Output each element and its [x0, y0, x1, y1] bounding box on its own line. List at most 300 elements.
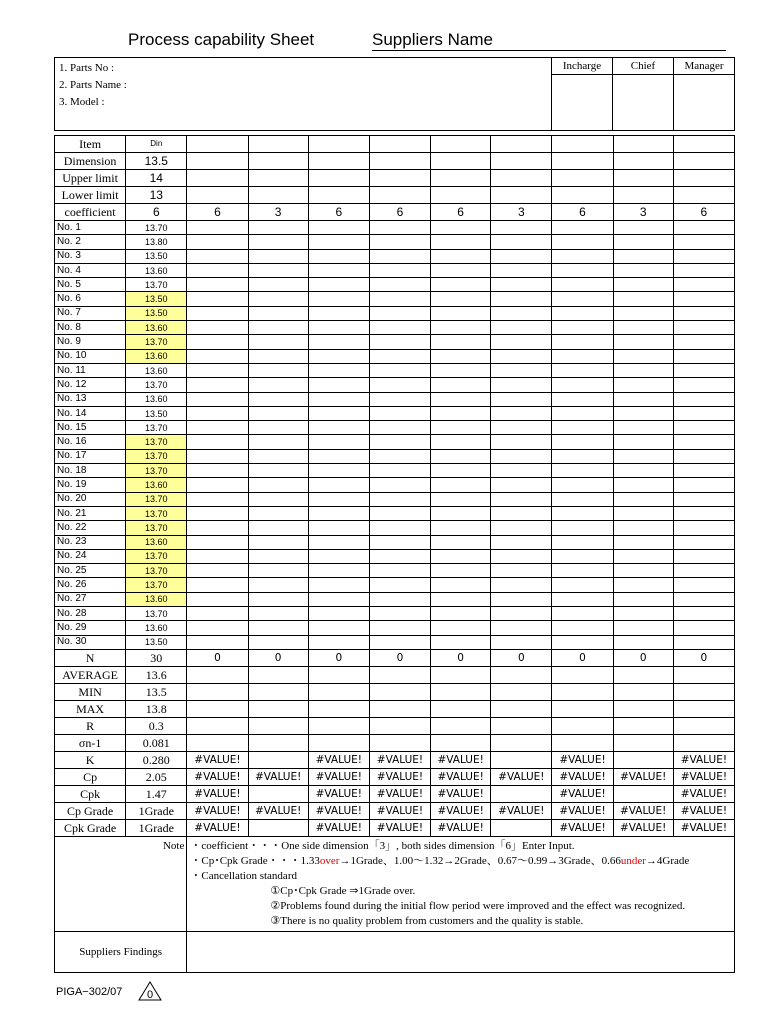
sample-cell[interactable] — [552, 292, 613, 306]
sample-cell[interactable] — [369, 221, 430, 235]
sample-value[interactable]: 13.60 — [126, 321, 187, 335]
sample-cell[interactable] — [431, 492, 491, 506]
cell[interactable] — [369, 170, 430, 187]
sample-value[interactable]: 13.80 — [126, 235, 187, 249]
cell[interactable] — [369, 153, 430, 170]
sample-cell[interactable] — [248, 578, 308, 592]
stat-cell[interactable] — [369, 666, 430, 683]
stat-cell[interactable]: #VALUE! — [369, 819, 430, 836]
sample-value[interactable]: 13.70 — [126, 449, 187, 463]
sample-cell[interactable] — [613, 321, 673, 335]
stat-value[interactable]: 1Grade — [126, 802, 187, 819]
sample-cell[interactable] — [248, 378, 308, 392]
sample-cell[interactable] — [369, 235, 430, 249]
sample-cell[interactable] — [552, 392, 613, 406]
sample-cell[interactable] — [491, 592, 552, 606]
stat-cell[interactable] — [491, 785, 552, 802]
stat-cell[interactable] — [673, 683, 734, 700]
stat-cell[interactable] — [491, 700, 552, 717]
sample-value[interactable]: 13.60 — [126, 263, 187, 277]
sample-value[interactable]: 13.70 — [126, 435, 187, 449]
stat-value[interactable]: 30 — [126, 649, 187, 666]
sample-cell[interactable] — [552, 306, 613, 320]
sample-cell[interactable] — [187, 621, 248, 635]
sample-cell[interactable] — [491, 492, 552, 506]
sample-cell[interactable] — [248, 292, 308, 306]
stat-cell[interactable] — [248, 717, 308, 734]
sample-cell[interactable] — [187, 549, 248, 563]
sample-cell[interactable] — [308, 363, 369, 377]
sample-cell[interactable] — [673, 363, 734, 377]
coefficient-value[interactable]: 6 — [673, 204, 734, 221]
sample-cell[interactable] — [308, 335, 369, 349]
sample-cell[interactable] — [613, 278, 673, 292]
sample-cell[interactable] — [552, 478, 613, 492]
sample-value[interactable]: 13.60 — [126, 478, 187, 492]
sample-cell[interactable] — [673, 607, 734, 621]
sample-cell[interactable] — [552, 321, 613, 335]
sample-cell[interactable] — [613, 349, 673, 363]
sample-cell[interactable] — [308, 235, 369, 249]
coefficient-value[interactable]: 6 — [308, 204, 369, 221]
sample-cell[interactable] — [369, 506, 430, 520]
sample-cell[interactable] — [613, 421, 673, 435]
sample-cell[interactable] — [552, 335, 613, 349]
sample-cell[interactable] — [673, 335, 734, 349]
sample-cell[interactable] — [673, 635, 734, 649]
stat-cell[interactable] — [369, 683, 430, 700]
sample-cell[interactable] — [491, 521, 552, 535]
chief-sign-box[interactable] — [613, 75, 674, 131]
sample-cell[interactable] — [308, 263, 369, 277]
coefficient-value[interactable]: 6 — [369, 204, 430, 221]
sample-cell[interactable] — [308, 449, 369, 463]
sample-cell[interactable] — [673, 263, 734, 277]
sample-cell[interactable] — [491, 621, 552, 635]
stat-value[interactable]: 0.081 — [126, 734, 187, 751]
sample-cell[interactable] — [431, 535, 491, 549]
sample-cell[interactable] — [613, 564, 673, 578]
sample-cell[interactable] — [248, 363, 308, 377]
sample-cell[interactable] — [187, 535, 248, 549]
sample-cell[interactable] — [248, 435, 308, 449]
sample-cell[interactable] — [613, 306, 673, 320]
sample-value[interactable]: 13.70 — [126, 492, 187, 506]
stat-cell[interactable]: #VALUE! — [431, 768, 491, 785]
cell[interactable] — [308, 153, 369, 170]
cell[interactable] — [431, 153, 491, 170]
stat-cell[interactable] — [491, 666, 552, 683]
sample-cell[interactable] — [187, 306, 248, 320]
sample-cell[interactable] — [187, 449, 248, 463]
stat-cell[interactable] — [491, 717, 552, 734]
stat-cell[interactable]: #VALUE! — [552, 768, 613, 785]
stat-value[interactable]: 2.05 — [126, 768, 187, 785]
sample-value[interactable]: 13.50 — [126, 406, 187, 420]
sample-cell[interactable] — [431, 392, 491, 406]
sample-cell[interactable] — [613, 363, 673, 377]
sample-cell[interactable] — [187, 435, 248, 449]
sample-cell[interactable] — [673, 464, 734, 478]
sample-value[interactable]: 13.60 — [126, 363, 187, 377]
cell[interactable] — [308, 187, 369, 204]
sample-cell[interactable] — [187, 492, 248, 506]
sample-cell[interactable] — [369, 549, 430, 563]
stat-cell[interactable]: #VALUE! — [308, 785, 369, 802]
sample-cell[interactable] — [187, 635, 248, 649]
stat-cell[interactable] — [552, 717, 613, 734]
sample-cell[interactable] — [613, 535, 673, 549]
sample-cell[interactable] — [673, 492, 734, 506]
stat-cell[interactable]: #VALUE! — [613, 802, 673, 819]
sample-value[interactable]: 13.50 — [126, 292, 187, 306]
sample-cell[interactable] — [552, 406, 613, 420]
sample-cell[interactable] — [552, 549, 613, 563]
sample-cell[interactable] — [491, 321, 552, 335]
sample-value[interactable]: 13.70 — [126, 564, 187, 578]
sample-cell[interactable] — [431, 592, 491, 606]
sample-cell[interactable] — [673, 392, 734, 406]
stat-cell[interactable]: 0 — [552, 649, 613, 666]
sample-cell[interactable] — [369, 435, 430, 449]
sample-cell[interactable] — [431, 621, 491, 635]
sample-cell[interactable] — [308, 549, 369, 563]
sample-cell[interactable] — [369, 249, 430, 263]
col-header[interactable] — [431, 136, 491, 153]
sample-cell[interactable] — [187, 478, 248, 492]
sample-cell[interactable] — [613, 549, 673, 563]
sample-cell[interactable] — [613, 621, 673, 635]
stat-cell[interactable]: #VALUE! — [673, 751, 734, 768]
sample-cell[interactable] — [248, 635, 308, 649]
sample-cell[interactable] — [673, 406, 734, 420]
col-header[interactable] — [308, 136, 369, 153]
cell[interactable] — [491, 170, 552, 187]
sample-cell[interactable] — [673, 535, 734, 549]
sample-cell[interactable] — [552, 578, 613, 592]
sample-cell[interactable] — [673, 221, 734, 235]
sample-cell[interactable] — [308, 221, 369, 235]
sample-cell[interactable] — [187, 564, 248, 578]
sample-cell[interactable] — [308, 278, 369, 292]
sample-cell[interactable] — [552, 592, 613, 606]
stat-value[interactable]: 0.280 — [126, 751, 187, 768]
stat-cell[interactable]: #VALUE! — [491, 768, 552, 785]
stat-cell[interactable] — [491, 819, 552, 836]
sample-cell[interactable] — [187, 378, 248, 392]
sample-cell[interactable] — [369, 392, 430, 406]
sample-cell[interactable] — [187, 406, 248, 420]
sample-cell[interactable] — [308, 292, 369, 306]
sample-cell[interactable] — [431, 464, 491, 478]
stat-cell[interactable]: #VALUE! — [431, 802, 491, 819]
sample-cell[interactable] — [248, 335, 308, 349]
sample-cell[interactable] — [369, 464, 430, 478]
sample-cell[interactable] — [552, 378, 613, 392]
sample-cell[interactable] — [308, 478, 369, 492]
sample-cell[interactable] — [431, 235, 491, 249]
sample-cell[interactable] — [431, 421, 491, 435]
stat-cell[interactable]: #VALUE! — [308, 819, 369, 836]
sample-cell[interactable] — [613, 292, 673, 306]
sample-cell[interactable] — [187, 221, 248, 235]
sample-cell[interactable] — [248, 492, 308, 506]
sample-cell[interactable] — [431, 378, 491, 392]
stat-cell[interactable] — [552, 734, 613, 751]
sample-cell[interactable] — [613, 578, 673, 592]
sample-cell[interactable] — [673, 449, 734, 463]
sample-cell[interactable] — [431, 635, 491, 649]
sample-cell[interactable] — [248, 349, 308, 363]
sample-cell[interactable] — [673, 578, 734, 592]
sample-cell[interactable] — [673, 249, 734, 263]
sample-cell[interactable] — [552, 421, 613, 435]
sample-value[interactable]: 13.70 — [126, 578, 187, 592]
stat-cell[interactable] — [431, 700, 491, 717]
stat-cell[interactable] — [248, 683, 308, 700]
sample-cell[interactable] — [491, 378, 552, 392]
cell[interactable] — [187, 153, 248, 170]
sample-value[interactable]: 13.50 — [126, 306, 187, 320]
col-header[interactable] — [248, 136, 308, 153]
sample-cell[interactable] — [308, 592, 369, 606]
sample-value[interactable]: 13.60 — [126, 621, 187, 635]
sample-cell[interactable] — [491, 564, 552, 578]
sample-cell[interactable] — [552, 621, 613, 635]
stat-cell[interactable]: #VALUE! — [369, 802, 430, 819]
col-header[interactable] — [187, 136, 248, 153]
sample-cell[interactable] — [187, 363, 248, 377]
stat-cell[interactable] — [552, 666, 613, 683]
sample-cell[interactable] — [491, 635, 552, 649]
sample-cell[interactable] — [248, 221, 308, 235]
incharge-sign-box[interactable] — [552, 75, 613, 131]
sample-cell[interactable] — [369, 607, 430, 621]
sample-cell[interactable] — [673, 564, 734, 578]
sample-cell[interactable] — [369, 263, 430, 277]
sample-cell[interactable] — [248, 263, 308, 277]
stat-cell[interactable]: #VALUE! — [673, 802, 734, 819]
sample-cell[interactable] — [248, 235, 308, 249]
cell[interactable] — [369, 187, 430, 204]
sample-cell[interactable] — [369, 621, 430, 635]
sample-cell[interactable] — [308, 607, 369, 621]
stat-cell[interactable]: #VALUE! — [431, 819, 491, 836]
cell[interactable] — [552, 187, 613, 204]
manager-sign-box[interactable] — [674, 75, 735, 131]
stat-cell[interactable]: 0 — [187, 649, 248, 666]
sample-cell[interactable] — [673, 292, 734, 306]
sample-cell[interactable] — [431, 321, 491, 335]
sample-cell[interactable] — [613, 435, 673, 449]
sample-cell[interactable] — [613, 521, 673, 535]
stat-cell[interactable] — [187, 717, 248, 734]
sample-cell[interactable] — [552, 349, 613, 363]
sample-cell[interactable] — [187, 521, 248, 535]
cell[interactable] — [248, 153, 308, 170]
stat-cell[interactable] — [248, 734, 308, 751]
sample-cell[interactable] — [613, 392, 673, 406]
sample-cell[interactable] — [369, 321, 430, 335]
sample-cell[interactable] — [552, 435, 613, 449]
sample-cell[interactable] — [369, 578, 430, 592]
sample-cell[interactable] — [369, 306, 430, 320]
sample-cell[interactable] — [187, 392, 248, 406]
sample-cell[interactable] — [308, 249, 369, 263]
sample-cell[interactable] — [613, 235, 673, 249]
sample-cell[interactable] — [369, 492, 430, 506]
stat-cell[interactable]: 0 — [308, 649, 369, 666]
coefficient-value[interactable]: 3 — [613, 204, 673, 221]
stat-cell[interactable]: #VALUE! — [552, 802, 613, 819]
stat-cell[interactable] — [308, 717, 369, 734]
upper-limit-value[interactable]: 14 — [126, 170, 187, 187]
parts-info-cell[interactable] — [55, 58, 552, 131]
sample-cell[interactable] — [308, 464, 369, 478]
sample-cell[interactable] — [552, 249, 613, 263]
sample-cell[interactable] — [308, 635, 369, 649]
stat-cell[interactable]: #VALUE! — [552, 751, 613, 768]
sample-cell[interactable] — [491, 435, 552, 449]
sample-cell[interactable] — [187, 249, 248, 263]
sample-cell[interactable] — [552, 506, 613, 520]
stat-value[interactable]: 13.5 — [126, 683, 187, 700]
stat-cell[interactable] — [431, 666, 491, 683]
stat-cell[interactable] — [248, 785, 308, 802]
sample-cell[interactable] — [248, 564, 308, 578]
sample-cell[interactable] — [248, 392, 308, 406]
sample-cell[interactable] — [187, 292, 248, 306]
sample-cell[interactable] — [491, 292, 552, 306]
sample-cell[interactable] — [673, 278, 734, 292]
stat-cell[interactable]: #VALUE! — [613, 768, 673, 785]
sample-cell[interactable] — [552, 464, 613, 478]
sample-cell[interactable] — [187, 421, 248, 435]
sample-cell[interactable] — [248, 535, 308, 549]
cell[interactable] — [673, 170, 734, 187]
sample-cell[interactable] — [673, 549, 734, 563]
sample-cell[interactable] — [552, 278, 613, 292]
stat-cell[interactable]: #VALUE! — [491, 802, 552, 819]
sample-cell[interactable] — [431, 478, 491, 492]
sample-value[interactable]: 13.60 — [126, 392, 187, 406]
dimension-value[interactable]: 13.5 — [126, 153, 187, 170]
sample-cell[interactable] — [491, 464, 552, 478]
stat-cell[interactable] — [248, 666, 308, 683]
sample-cell[interactable] — [613, 635, 673, 649]
sample-cell[interactable] — [369, 521, 430, 535]
sample-value[interactable]: 13.70 — [126, 421, 187, 435]
coefficient-value[interactable]: 6 — [187, 204, 248, 221]
stat-cell[interactable] — [308, 734, 369, 751]
sample-cell[interactable] — [613, 406, 673, 420]
sample-cell[interactable] — [369, 478, 430, 492]
cell[interactable] — [187, 170, 248, 187]
stat-cell[interactable] — [613, 717, 673, 734]
sample-value[interactable]: 13.70 — [126, 521, 187, 535]
sample-cell[interactable] — [673, 306, 734, 320]
sample-cell[interactable] — [491, 421, 552, 435]
sample-cell[interactable] — [491, 607, 552, 621]
stat-cell[interactable] — [552, 683, 613, 700]
sample-cell[interactable] — [491, 221, 552, 235]
sample-cell[interactable] — [369, 564, 430, 578]
sample-cell[interactable] — [431, 278, 491, 292]
cell[interactable] — [431, 187, 491, 204]
sample-cell[interactable] — [673, 321, 734, 335]
sample-cell[interactable] — [431, 363, 491, 377]
cell[interactable] — [308, 170, 369, 187]
sample-cell[interactable] — [613, 492, 673, 506]
sample-cell[interactable] — [369, 592, 430, 606]
sample-cell[interactable] — [431, 521, 491, 535]
sample-cell[interactable] — [491, 406, 552, 420]
sample-cell[interactable] — [431, 292, 491, 306]
stat-cell[interactable] — [491, 751, 552, 768]
sample-cell[interactable] — [613, 506, 673, 520]
stat-cell[interactable]: #VALUE! — [369, 768, 430, 785]
stat-cell[interactable] — [431, 717, 491, 734]
sample-value[interactable]: 13.70 — [126, 464, 187, 478]
sample-cell[interactable] — [248, 406, 308, 420]
cell[interactable] — [613, 153, 673, 170]
sample-cell[interactable] — [431, 506, 491, 520]
col-header[interactable] — [552, 136, 613, 153]
stat-cell[interactable] — [248, 819, 308, 836]
sample-cell[interactable] — [369, 349, 430, 363]
sample-cell[interactable] — [552, 221, 613, 235]
sample-cell[interactable] — [491, 278, 552, 292]
stat-cell[interactable] — [248, 700, 308, 717]
sample-cell[interactable] — [431, 449, 491, 463]
stat-cell[interactable]: #VALUE! — [431, 751, 491, 768]
coefficient-value[interactable]: 3 — [248, 204, 308, 221]
sample-cell[interactable] — [187, 464, 248, 478]
stat-cell[interactable]: #VALUE! — [552, 819, 613, 836]
stat-cell[interactable]: #VALUE! — [369, 751, 430, 768]
sample-cell[interactable] — [673, 435, 734, 449]
sample-cell[interactable] — [491, 249, 552, 263]
sample-value[interactable]: 13.70 — [126, 221, 187, 235]
sample-cell[interactable] — [491, 363, 552, 377]
stat-cell[interactable]: #VALUE! — [308, 751, 369, 768]
sample-cell[interactable] — [431, 578, 491, 592]
stat-cell[interactable] — [187, 734, 248, 751]
sample-cell[interactable] — [369, 378, 430, 392]
sample-cell[interactable] — [369, 363, 430, 377]
stat-cell[interactable]: 0 — [431, 649, 491, 666]
stat-cell[interactable]: #VALUE! — [673, 768, 734, 785]
sample-cell[interactable] — [248, 549, 308, 563]
col-header[interactable] — [673, 136, 734, 153]
sample-cell[interactable] — [187, 235, 248, 249]
sample-cell[interactable] — [248, 306, 308, 320]
cell[interactable] — [248, 187, 308, 204]
sample-cell[interactable] — [369, 635, 430, 649]
suppliers-findings-field[interactable] — [187, 931, 735, 972]
sample-cell[interactable] — [613, 592, 673, 606]
cell[interactable] — [613, 187, 673, 204]
sample-cell[interactable] — [369, 278, 430, 292]
cell[interactable] — [187, 187, 248, 204]
stat-cell[interactable] — [673, 666, 734, 683]
stat-cell[interactable] — [187, 683, 248, 700]
stat-cell[interactable] — [308, 666, 369, 683]
col-header[interactable] — [613, 136, 673, 153]
sample-cell[interactable] — [248, 321, 308, 335]
sample-cell[interactable] — [491, 535, 552, 549]
cell[interactable] — [552, 153, 613, 170]
